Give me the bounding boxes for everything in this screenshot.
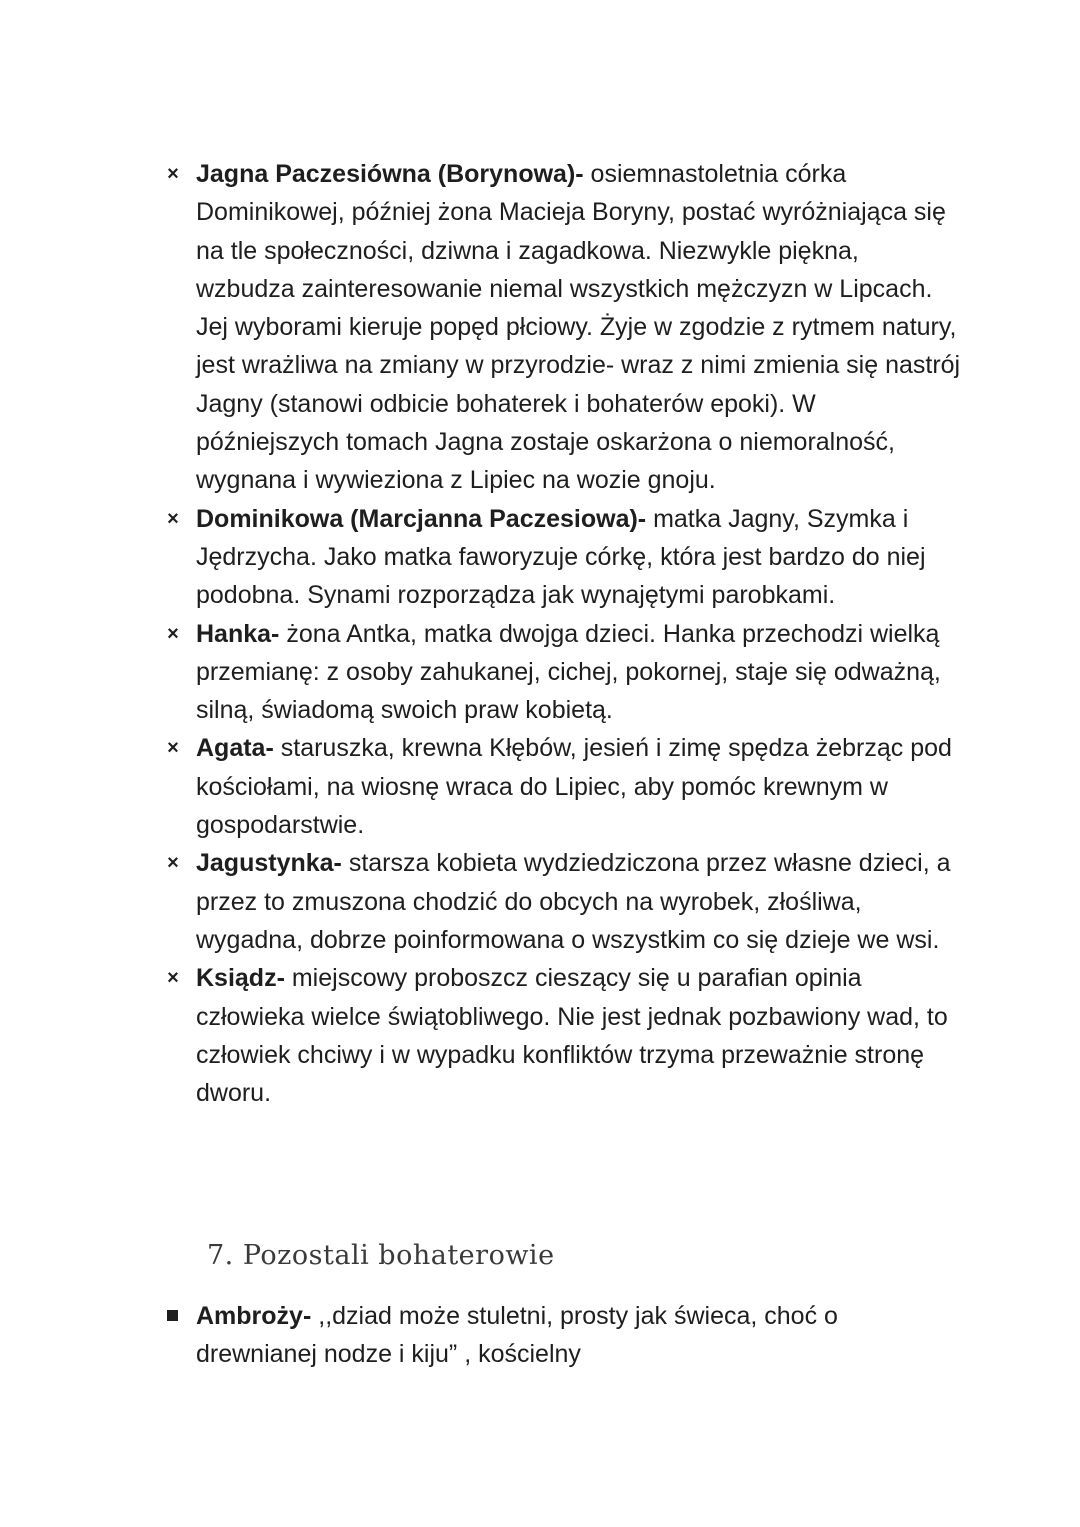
list-item: [162, 1297, 962, 1374]
x-bullet-icon: ×: [167, 852, 179, 875]
character-name: Agata-: [196, 734, 274, 763]
list-item: [162, 615, 962, 730]
character-description: staruszka, krewna Kłębów, jesień i zimę spędza żebrząc pod kościołami, na wiosnę wraca do Lipiec, aby pomóc krewnym w gospodarstwie.: [196, 734, 952, 840]
square-bullet-icon: [167, 1310, 178, 1321]
character-description: osiemnastoletnia córka Dominikowej, później żona Macieja Boryny, postać wyróżniająca się na tle społeczności, dziwna i zagadkowa. Niezwykle piękna, wzbudza zainteresowanie niemal wszystkich mężczyzn w Lipcach. Jej wyborami kieruje popęd płciowy. Żyje w zgodzie z rytmem natury, jest wrażliwa na zmiany w przyrodzie- wraz z nimi zmienia się nastrój Jagny (stanowi odbicie bohaterek i bohaterów epoki). W późniejszych tomach Jagna zostaje oskarżona o niemoralność, wygnana i wywieziona z Lipiec na wozie gnoju.: [196, 160, 961, 495]
x-bullet-icon: ×: [167, 967, 179, 990]
character-description: żona Antka, matka dwojga dzieci. Hanka przechodzi wielką przemianę: z osoby zahukanej, cichej, pokornej, staje się odważną, silną, świadomą swoich praw kobietą.: [196, 619, 941, 725]
x-bullet-icon: ×: [167, 622, 179, 645]
other-characters-list: [162, 1297, 962, 1374]
list-item: [162, 729, 962, 844]
character-name: Jagna Paczesiówna (Borynowa)-: [196, 160, 584, 188]
list-item: [162, 959, 962, 1112]
x-bullet-icon: ×: [167, 163, 179, 185]
character-list: [162, 155, 962, 1112]
section-heading: 7. Pozostali bohaterowie: [207, 1240, 555, 1271]
list-item: [162, 500, 962, 615]
character-name: Dominikowa (Marcjanna Paczesiowa)-: [196, 504, 647, 533]
character-name: Ksiądz-: [196, 964, 285, 993]
list-item: [162, 844, 962, 959]
character-name: Hanka-: [196, 619, 280, 648]
character-description: ,,dziad może stuletni, prosty jak świeca, choć o drewnianej nodze i kiju” , kościelny: [196, 1302, 838, 1369]
list-item: [162, 155, 962, 500]
character-description: matka Jagny, Szymka i Jędrzycha. Jako matka faworyzuje córkę, która jest bardzo do niej podobna. Synami rozporządza jak wynajętymi parobkami.: [196, 504, 926, 610]
x-bullet-icon: ×: [167, 737, 179, 760]
character-name: Ambroży-: [196, 1302, 312, 1330]
x-bullet-icon: ×: [167, 507, 179, 530]
character-description: starsza kobieta wydziedziczona przez własne dzieci, a przez to zmuszona chodzić do obcych na wyrobek, złośliwa, wygadna, dobrze poinformowana o wszystkim co się dzieje we wsi.: [196, 849, 951, 954]
character-description: miejscowy proboszcz cieszący się u parafian opinia człowieka wielce świątobliwego. Nie jest jednak pozbawiony wad, to człowiek chciwy i w wypadku konfliktów trzyma przeważnie stronę dworu.: [196, 964, 948, 1108]
character-name: Jagustynka-: [196, 849, 342, 878]
